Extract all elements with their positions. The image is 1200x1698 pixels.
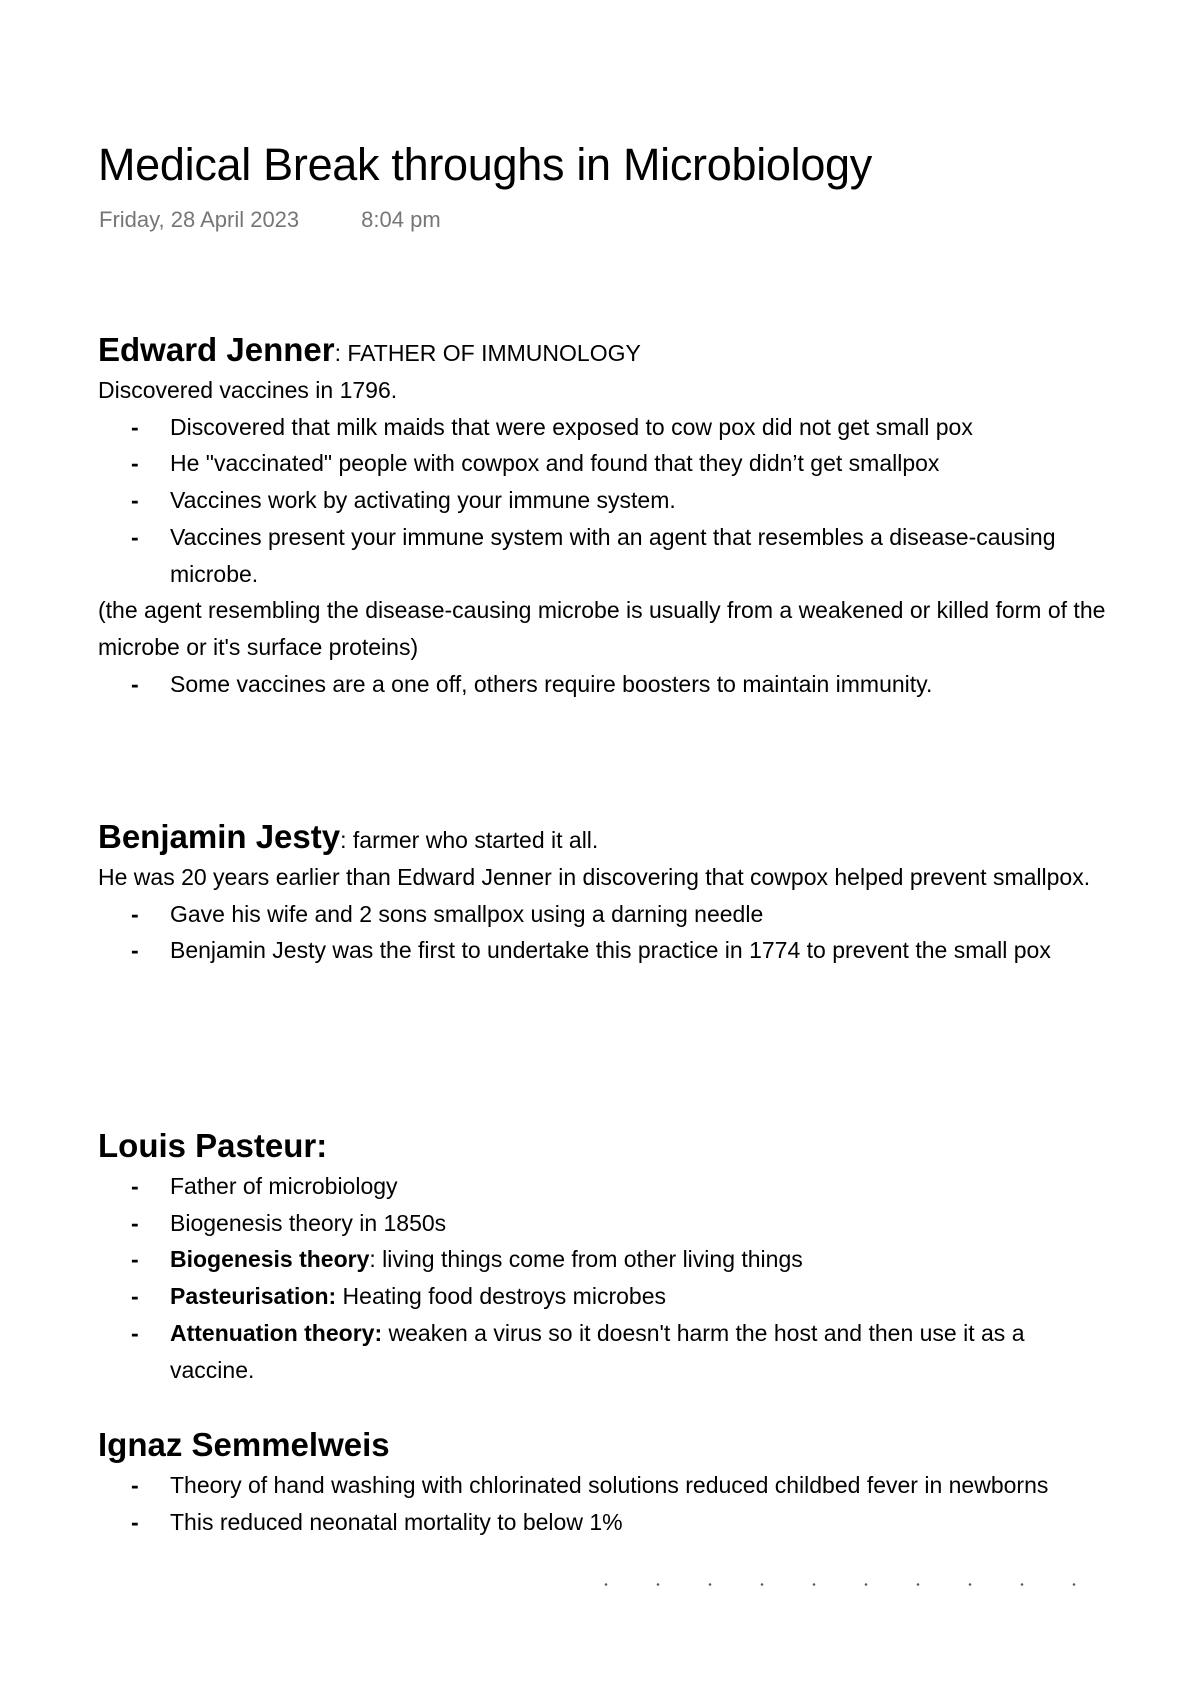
list-item bbox=[98, 1168, 1108, 1205]
bullet-list bbox=[98, 1467, 1108, 1540]
term-text: : living things come from other living things bbox=[369, 1246, 803, 1273]
note-timestamp bbox=[99, 205, 441, 235]
heading-subtitle: : FATHER OF IMMUNOLOGY bbox=[334, 340, 641, 366]
term-label: Pasteurisation: bbox=[170, 1283, 337, 1310]
note-date: Friday, 28 April 2023 bbox=[99, 207, 300, 232]
list-item bbox=[98, 1241, 1108, 1278]
heading-name: Edward Jenner bbox=[98, 331, 335, 368]
section-louis-pasteur bbox=[98, 1127, 1108, 1388]
section-heading bbox=[98, 818, 1108, 859]
term-text: weaken a virus so it doesn't harm the host and then use it as a vaccine. bbox=[170, 1319, 1025, 1383]
list-item: - Some vaccines are a one off, others require boosters to maintain immunity. bbox=[98, 666, 1108, 703]
note-time: 8:04 pm bbox=[361, 207, 441, 232]
page-cutoff-marks bbox=[580, 1583, 1080, 1586]
bullet-list bbox=[98, 409, 1108, 593]
section-heading bbox=[98, 1426, 1108, 1467]
term-text: Father of microbiology bbox=[170, 1173, 398, 1199]
section-benjamin-jesty bbox=[98, 818, 1108, 969]
heading-name: Louis Pasteur: bbox=[98, 1127, 328, 1164]
list-item: - Discovered that milk maids that were exposed to cow pox did not get small pox bbox=[98, 409, 1108, 446]
section-edward-jenner bbox=[98, 331, 1108, 702]
heading-name: Ignaz Semmelweis bbox=[98, 1426, 390, 1463]
term-label: Biogenesis theory bbox=[170, 1246, 370, 1273]
list-item: - Vaccines work by activating your immune system. bbox=[98, 482, 1108, 519]
term-label: Attenuation theory: bbox=[170, 1319, 383, 1346]
list-item: - Vaccines present your immune system with an agent that resembles a disease-causing microbe. bbox=[98, 519, 1108, 592]
heading-subtitle: : farmer who started it all. bbox=[340, 827, 599, 853]
bullet-list bbox=[98, 1168, 1108, 1388]
list-item bbox=[98, 1205, 1108, 1242]
term-text: Biogenesis theory in 1850s bbox=[170, 1209, 447, 1236]
body-text: Discovered vaccines in 1796. bbox=[98, 377, 398, 403]
body-text: He was 20 years earlier than Edward Jenner in discovering that cowpox helped prevent smallpox. bbox=[98, 864, 1091, 890]
section-heading bbox=[98, 331, 1108, 372]
page-title: Medical Break throughs in Microbiology bbox=[98, 139, 872, 190]
list-item: - Benjamin Jesty was the first to undertake this practice in 1774 to prevent the small pox bbox=[98, 932, 1108, 969]
list-item: - He "vaccinated" people with cowpox and found that they didn’t get smallpox bbox=[98, 445, 1108, 482]
list-item: - This reduced neonatal mortality to below 1% bbox=[98, 1504, 1108, 1541]
body-text: (the agent resembling the disease-causing microbe is usually from a weakened or killed form of the microbe or it's surface proteins) bbox=[98, 597, 1106, 660]
bullet-list bbox=[98, 666, 1108, 703]
section-ignaz-semmelweis bbox=[98, 1426, 1108, 1540]
term-text: Heating food destroys microbes bbox=[336, 1283, 666, 1310]
list-item bbox=[98, 1315, 1108, 1388]
list-item: - Gave his wife and 2 sons smallpox using a darning needle bbox=[98, 896, 1108, 933]
section-heading bbox=[98, 1127, 1108, 1168]
heading-name: Benjamin Jesty bbox=[98, 818, 341, 855]
list-item bbox=[98, 1278, 1108, 1315]
bullet-list bbox=[98, 896, 1108, 969]
list-item: - Theory of hand washing with chlorinated solutions reduced childbed fever in newborns bbox=[98, 1467, 1108, 1504]
